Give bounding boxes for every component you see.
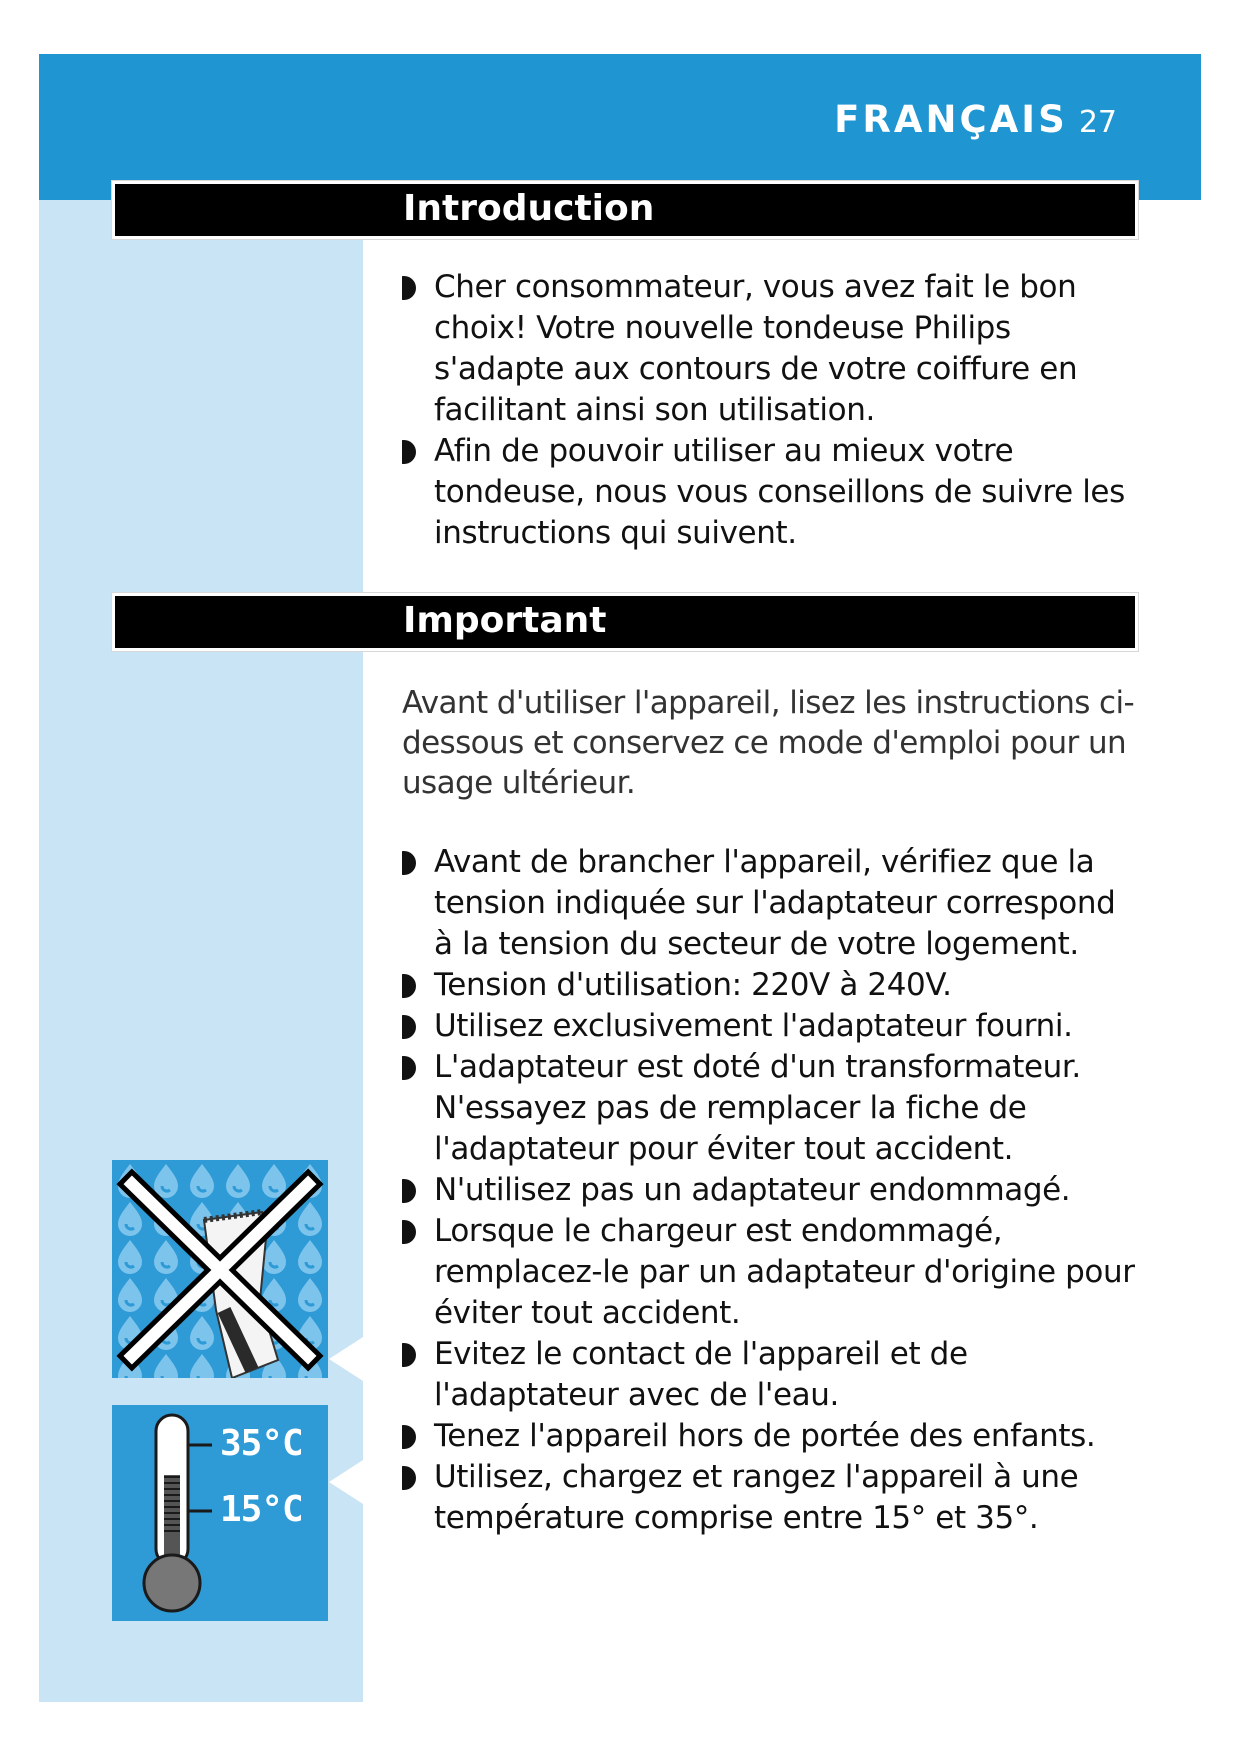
introduction-bullet-list: [402, 267, 1142, 554]
section-title-introduction: Introduction: [403, 188, 655, 229]
list-item: [402, 1006, 1142, 1047]
list-item-text: Cher consommateur, vous avez fait le bon choix! Votre nouvelle tondeuse Philips s'adapte aux contours de votre coiffure en facilitant ainsi son utilisation.: [434, 269, 1078, 428]
list-item: [402, 431, 1142, 554]
list-item-text: Afin de pouvoir utiliser au mieux votre tondeuse, nous vous conseillons de suivre les instructions qui suivent.: [434, 433, 1125, 551]
section-bar-introduction: [112, 181, 1138, 239]
list-item: [402, 1416, 1142, 1457]
bullet-icon: [402, 851, 416, 875]
thermometer-illustration: [112, 1405, 328, 1621]
list-item-text: N'utilisez pas un adaptateur endommagé.: [434, 1172, 1071, 1208]
list-item: [402, 267, 1142, 431]
bullet-icon: [402, 1220, 416, 1244]
pointer-notch: [329, 1460, 363, 1504]
bullet-icon: [402, 1179, 416, 1203]
pointer-notch: [329, 1337, 363, 1381]
list-item-text: Utilisez exclusivement l'adaptateur fourni.: [434, 1008, 1073, 1044]
section-title-important: Important: [403, 600, 607, 641]
bullet-icon: [402, 1343, 416, 1367]
list-item: [402, 965, 1142, 1006]
page-number: 27: [1078, 105, 1117, 140]
important-bullet-list: [402, 842, 1142, 1539]
list-item: [402, 1170, 1142, 1211]
important-content: [402, 842, 1142, 1539]
list-item: [402, 1047, 1142, 1170]
bullet-icon: [402, 1056, 416, 1080]
bullet-icon: [402, 1425, 416, 1449]
list-item-text: Lorsque le chargeur est endommagé, remplacez-le par un adaptateur d'origine pour éviter tout accident.: [434, 1213, 1135, 1331]
list-item-text: Avant de brancher l'appareil, vérifiez que la tension indiquée sur l'adaptateur correspond à la tension du secteur de votre logement.: [434, 844, 1116, 962]
list-item-text: Tenez l'appareil hors de portée des enfants.: [434, 1418, 1096, 1454]
max-temperature-label: 35°C: [220, 1423, 303, 1464]
min-temperature-label: 15°C: [220, 1489, 303, 1530]
list-item: [402, 1334, 1142, 1416]
list-item-text: L'adaptateur est doté d'un transformateur. N'essayez pas de remplacer la fiche de l'adaptateur pour éviter tout accident.: [434, 1049, 1081, 1167]
bullet-icon: [402, 1466, 416, 1490]
section-bar-important: [112, 593, 1138, 651]
list-item: [402, 1211, 1142, 1334]
water-warning-graphic: [112, 1160, 328, 1378]
important-lead-paragraph: Avant d'utiliser l'appareil, lisez les instructions ci-dessous et conservez ce mode d'emploi pour un usage ultérieur.: [402, 685, 1135, 801]
bullet-icon: [402, 276, 416, 300]
list-item-text: Tension d'utilisation: 220V à 240V.: [434, 967, 952, 1003]
language-label: FRANÇAIS: [834, 98, 1068, 141]
bullet-icon: [402, 974, 416, 998]
bullet-icon: [402, 1015, 416, 1039]
list-item-text: Evitez le contact de l'appareil et de l'adaptateur avec de l'eau.: [434, 1336, 968, 1413]
list-item: [402, 1457, 1142, 1539]
list-item-text: Utilisez, chargez et rangez l'appareil à une température comprise entre 15° et 35°.: [434, 1459, 1079, 1536]
bullet-icon: [402, 440, 416, 464]
page-header: [834, 98, 1117, 141]
crossed-out-water-icon: [112, 1160, 328, 1378]
list-item: [402, 842, 1142, 965]
introduction-content: [402, 267, 1142, 554]
